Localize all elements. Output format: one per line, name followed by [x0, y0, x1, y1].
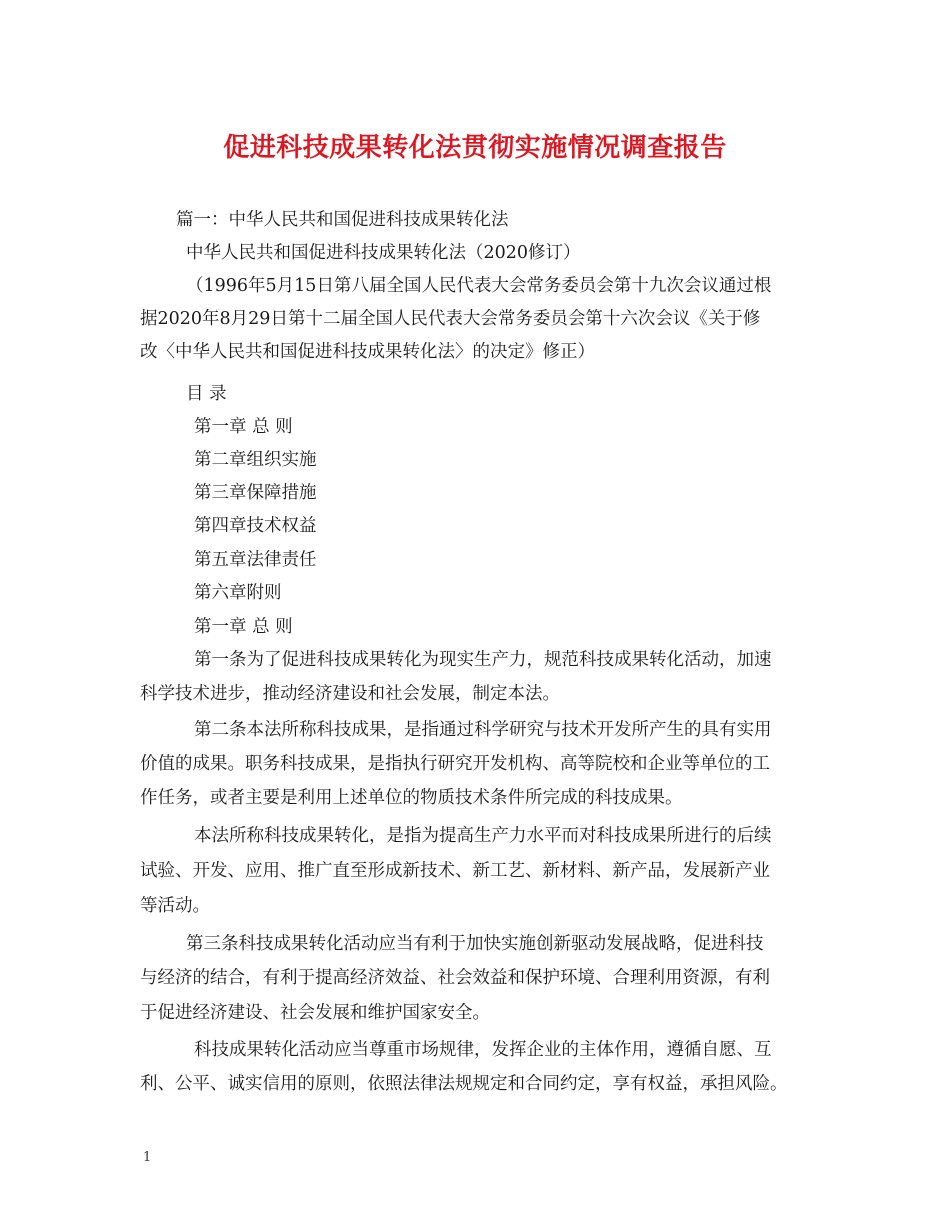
paragraph-line: （1996年5月15日第八届全国人民代表大会常务委员会第十九次会议通过根: [186, 276, 772, 296]
paragraph-line: 试验、开发、应用、推广直至形成新技术、新工艺、新材料、新产品，发展新产业: [140, 861, 770, 881]
page-number: 1: [143, 1150, 152, 1165]
toc-item: 第一章 总 则: [194, 417, 293, 437]
toc-item: 第五章法律责任: [194, 550, 317, 570]
paragraph-line: 科技成果转化活动应当尊重市场规律，发挥企业的主体作用，遵循自愿、互: [194, 1040, 772, 1060]
toc-item: 第二章组织实施: [194, 450, 317, 470]
paragraph-line: 作任务，或者主要是利用上述单位的物质技术条件所完成的科技成果。: [140, 788, 683, 808]
paragraph-line: 科学技术进步，推动经济建设和社会发展，制定本法。: [140, 684, 560, 704]
paragraph-line: 本法所称科技成果转化，是指为提高生产力水平而对科技成果所进行的后续: [194, 826, 772, 846]
paragraph-line: 改〈中华人民共和国促进科技成果转化法〉的决定》修正）: [140, 342, 595, 362]
paragraph-line: 价值的成果。职务科技成果，是指执行研究开发机构、高等院校和企业等单位的工: [140, 754, 770, 774]
section-heading: 篇一：中华人民共和国促进科技成果转化法: [176, 210, 509, 230]
paragraph-line: 第一条为了促进科技成果转化为现实生产力，规范科技成果转化活动，加速: [194, 650, 772, 670]
paragraph-line: 第三条科技成果转化活动应当有利于加快实施创新驱动发展战略，促进科技: [186, 934, 764, 954]
document-title: 促进科技成果转化法贯彻实施情况调查报告: [223, 133, 727, 163]
paragraph-line: 利、公平、诚实信用的原则，依照法律法规规定和合同约定，享有权益，承担风险。: [140, 1074, 788, 1094]
paragraph-line: 第二条本法所称科技成果，是指通过科学研究与技术开发所产生的具有实用: [194, 720, 772, 740]
paragraph-line: 与经济的结合，有利于提高经济效益、社会效益和保护环境、合理利用资源，有利: [140, 968, 770, 988]
chapter-heading: 第一章 总 则: [194, 617, 293, 637]
toc-item: 第四章技术权益: [194, 516, 317, 536]
toc-heading: 目 录: [186, 384, 227, 404]
paragraph-line: 于促进经济建设、社会发展和维护国家安全。: [140, 1003, 490, 1023]
toc-item: 第六章附则: [194, 583, 282, 603]
toc-item: 第三章保障措施: [194, 483, 317, 503]
paragraph-line: 据2020年8月29日第十二届全国人民代表大会常务委员会第十六次会议《关于修: [140, 309, 761, 329]
paragraph-line: 等活动。: [140, 896, 210, 916]
law-title: 中华人民共和国促进科技成果转化法（2020修订）: [186, 243, 581, 263]
